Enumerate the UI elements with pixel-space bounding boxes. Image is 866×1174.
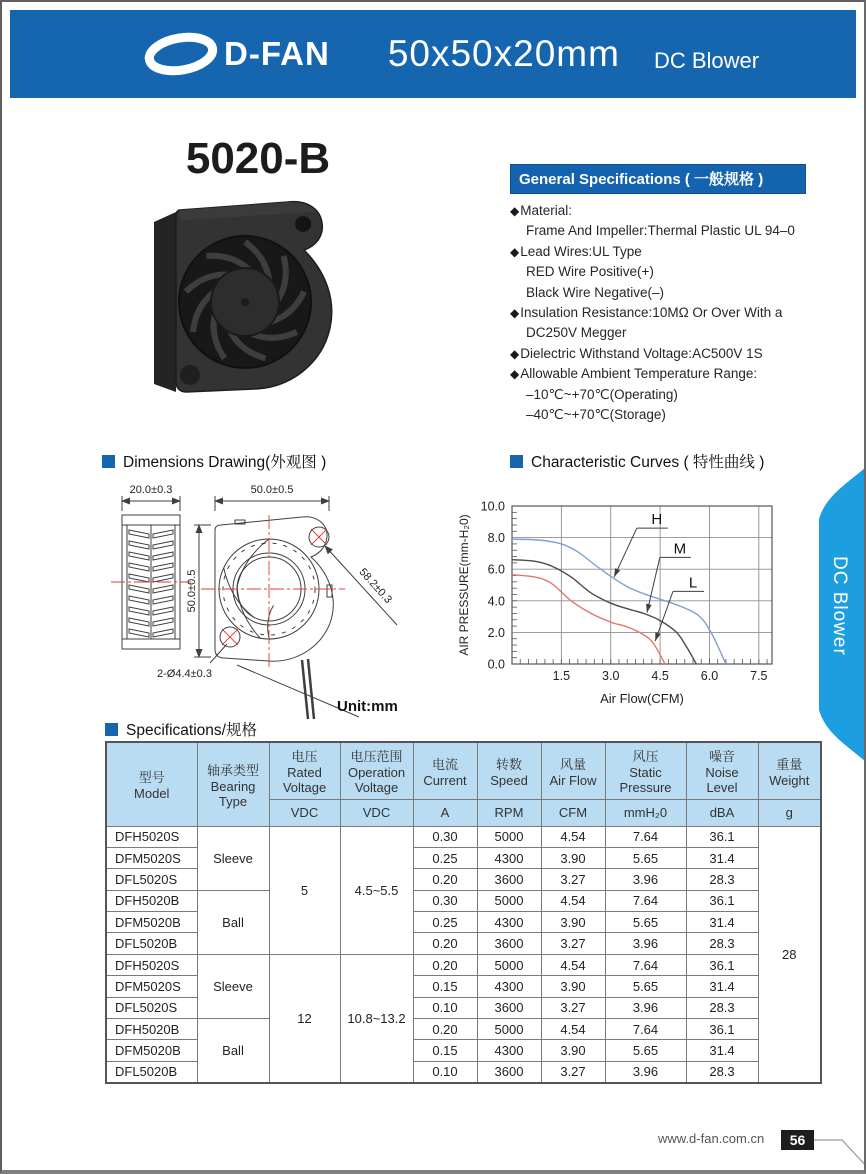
- table-cell: 3600: [477, 997, 541, 1018]
- table-cell: 3.90: [541, 976, 605, 997]
- col-unit: RPM: [477, 799, 541, 826]
- table-row: [106, 890, 821, 911]
- spec-line-text: DC250V Megger: [526, 325, 627, 341]
- table-cell: 0.20: [413, 954, 477, 975]
- spec-line: [510, 303, 806, 323]
- spec-line: [510, 344, 806, 364]
- table-cell: 3.90: [541, 912, 605, 933]
- table-cell: 4300: [477, 1040, 541, 1061]
- page-header: [10, 10, 856, 98]
- x-tick-label: 4.5: [651, 669, 669, 683]
- brand-name: D-FAN: [224, 35, 330, 72]
- table-cell: 0.30: [413, 890, 477, 911]
- table-cell: 3.96: [605, 997, 686, 1018]
- table-cell: 3.27: [541, 869, 605, 890]
- general-specs-panel: [510, 164, 806, 425]
- table-cell: DFL5020B: [106, 1061, 197, 1082]
- bearing-cell: Ball: [197, 1019, 269, 1083]
- table-cell: 5000: [477, 1019, 541, 1040]
- product-type: DC Blower: [653, 48, 760, 73]
- spec-table-wrap: [105, 741, 822, 1084]
- table-cell: 31.4: [686, 912, 758, 933]
- spec-line-text: RED Wire Positive(+): [526, 264, 654, 280]
- general-specs-list: [510, 201, 806, 425]
- x-tick-label: 6.0: [700, 669, 719, 683]
- product-image: [140, 190, 352, 412]
- table-cell: DFL5020S: [106, 997, 197, 1018]
- y-tick-label: 0.0: [487, 657, 505, 672]
- table-cell: 7.64: [605, 954, 686, 975]
- bearing-cell: Sleeve: [197, 954, 269, 1018]
- y-tick-label: 8.0: [487, 531, 505, 546]
- table-cell: 4.54: [541, 1019, 605, 1040]
- spec-line: [510, 405, 806, 425]
- curve-label-H: H: [651, 511, 663, 529]
- section-square-icon: [510, 455, 523, 468]
- spec-line-text: Allowable Ambient Temperature Range:: [520, 366, 758, 382]
- table-cell: 3.96: [605, 869, 686, 890]
- website-text: www.d-fan.com.cn: [658, 1131, 765, 1146]
- table-section-title: Specifications/规格: [126, 722, 257, 739]
- diamond-bullet-icon: ◆: [510, 244, 520, 259]
- table-cell: 0.10: [413, 1061, 477, 1082]
- table-cell: 31.4: [686, 976, 758, 997]
- side-tab-label: DC Blower: [829, 556, 850, 656]
- footer-decoration-lines: [814, 1130, 866, 1174]
- x-tick-label: 7.5: [750, 669, 768, 683]
- dim-holes-label: 2-Ø4.4±0.3: [157, 668, 212, 680]
- spec-line-text: –10℃~+70℃(Operating): [526, 386, 678, 402]
- curve-H: [512, 539, 726, 664]
- table-cell: DFM5020B: [106, 1040, 197, 1061]
- col-unit: mmH₂0: [605, 799, 686, 826]
- spec-line-text: Frame And Impeller:Thermal Plastic UL 94–0: [526, 223, 795, 239]
- bearing-cell: Sleeve: [197, 826, 269, 890]
- curve-label-L: L: [688, 574, 698, 592]
- spec-line-text: Dielectric Withstand Voltage:AC500V 1S: [520, 345, 763, 361]
- x-tick-label: 1.5: [552, 669, 571, 683]
- brand-logo: [138, 27, 330, 81]
- table-cell: 0.10: [413, 997, 477, 1018]
- table-cell: 36.1: [686, 1019, 758, 1040]
- table-cell: 36.1: [686, 826, 758, 847]
- col-unit: CFM: [541, 799, 605, 826]
- table-cell: 5000: [477, 826, 541, 847]
- col-header: 电压 Rated Voltage: [269, 742, 340, 799]
- y-tick-label: 2.0: [487, 625, 505, 640]
- table-cell: DFL5020B: [106, 933, 197, 954]
- col-header: 转数 Speed: [477, 742, 541, 799]
- op-voltage-cell: 10.8~13.2: [340, 954, 413, 1082]
- table-cell: 28.3: [686, 869, 758, 890]
- dim-depth-label: 20.0±0.3: [129, 484, 173, 496]
- table-cell: 31.4: [686, 1040, 758, 1061]
- table-cell: 4300: [477, 847, 541, 868]
- table-cell: 0.15: [413, 1040, 477, 1061]
- col-header: 噪音 Noise Level: [686, 742, 758, 799]
- table-cell: 7.64: [605, 1019, 686, 1040]
- col-unit: A: [413, 799, 477, 826]
- col-header: 风量 Air Flow: [541, 742, 605, 799]
- table-cell: 28.3: [686, 933, 758, 954]
- table-cell: 4300: [477, 912, 541, 933]
- curve-L: [512, 575, 665, 664]
- section-square-icon: [102, 455, 115, 468]
- table-cell: 5000: [477, 890, 541, 911]
- table-cell: 0.20: [413, 869, 477, 890]
- diamond-bullet-icon: ◆: [510, 346, 520, 361]
- curve-M: [512, 560, 696, 664]
- table-cell: 5.65: [605, 847, 686, 868]
- chart-y-axis-label: AIR PRESSURE(mm-H₂0): [457, 514, 471, 656]
- table-cell: 4300: [477, 976, 541, 997]
- table-cell: 36.1: [686, 954, 758, 975]
- spec-table: [105, 741, 822, 1084]
- table-cell: 28.3: [686, 997, 758, 1018]
- curves-section-header: [510, 450, 764, 472]
- col-header: 电流 Current: [413, 742, 477, 799]
- table-cell: 3.90: [541, 1040, 605, 1061]
- table-cell: 5.65: [605, 912, 686, 933]
- general-specs-title: General Specifications ( 一般规格 ): [510, 164, 806, 194]
- col-unit: VDC: [269, 799, 340, 826]
- table-cell: 4.54: [541, 954, 605, 975]
- col-unit: g: [758, 799, 821, 826]
- col-header: 轴承类型 Bearing Type: [197, 742, 269, 826]
- table-cell: 3.90: [541, 847, 605, 868]
- spec-line: [510, 283, 806, 303]
- spec-line: [510, 242, 806, 262]
- spec-line-text: –40℃~+70℃(Storage): [526, 407, 666, 423]
- y-tick-label: 6.0: [487, 562, 505, 577]
- col-header: 风压 Static Pressure: [605, 742, 686, 799]
- col-header: 重量 Weight: [758, 742, 821, 799]
- table-cell: 5.65: [605, 1040, 686, 1061]
- bearing-cell: Ball: [197, 890, 269, 954]
- table-cell: 4.54: [541, 826, 605, 847]
- col-unit: VDC: [340, 799, 413, 826]
- dim-diagonal-label: 58.2±0.3: [356, 566, 394, 606]
- chart-x-axis-label: Air Flow(CFM): [600, 691, 684, 706]
- dims-section-title: Dimensions Drawing(外观图 ): [123, 454, 327, 471]
- table-row: [106, 954, 821, 975]
- diamond-bullet-icon: ◆: [510, 204, 520, 218]
- spec-line: [510, 201, 806, 221]
- side-tab: [814, 467, 866, 762]
- y-tick-label: 10.0: [480, 499, 505, 514]
- model-title: 5020-B: [185, 134, 331, 183]
- spec-line-text: Black Wire Negative(–): [526, 284, 665, 300]
- table-cell: 0.25: [413, 912, 477, 933]
- table-cell: 7.64: [605, 890, 686, 911]
- col-unit: dBA: [686, 799, 758, 826]
- col-header: 电压范围 Operation Voltage: [340, 742, 413, 799]
- spec-line: [510, 385, 806, 405]
- dim-unit-label: Unit:mm: [337, 698, 398, 715]
- table-cell: 3.27: [541, 933, 605, 954]
- table-cell: DFH5020S: [106, 954, 197, 975]
- spec-line: [510, 323, 806, 343]
- diamond-bullet-icon: ◆: [510, 367, 520, 382]
- spec-line: [510, 262, 806, 282]
- spec-line: [510, 221, 806, 241]
- table-cell: 3.27: [541, 1061, 605, 1082]
- dim-height-label: 50.0±0.5: [186, 569, 198, 613]
- table-cell: 3.27: [541, 997, 605, 1018]
- voltage-cell: 5: [269, 826, 340, 954]
- table-cell: 4.54: [541, 890, 605, 911]
- fan-swirl-icon: [138, 27, 220, 81]
- table-cell: 0.20: [413, 933, 477, 954]
- table-cell: 0.30: [413, 826, 477, 847]
- table-cell: DFH5020B: [106, 1019, 197, 1040]
- spec-line-text: Insulation Resistance:10MΩ Or Over With a: [520, 305, 783, 321]
- weight-cell: 28: [758, 826, 821, 1083]
- table-cell: 7.64: [605, 826, 686, 847]
- op-voltage-cell: 4.5~5.5: [340, 826, 413, 954]
- table-cell: 3.96: [605, 933, 686, 954]
- y-tick-label: 4.0: [487, 594, 505, 609]
- x-tick-label: 3.0: [602, 669, 620, 683]
- table-row: [106, 826, 821, 847]
- table-cell: 5000: [477, 954, 541, 975]
- table-cell: DFH5020B: [106, 890, 197, 911]
- curves-section-title: Characteristic Curves ( 特性曲线 ): [531, 454, 765, 471]
- table-cell: 3.96: [605, 1061, 686, 1082]
- table-cell: DFL5020S: [106, 869, 197, 890]
- curve-label-M: M: [673, 540, 687, 558]
- col-header: 型号 Model: [106, 742, 197, 826]
- table-cell: DFM5020S: [106, 976, 197, 997]
- table-cell: 3600: [477, 869, 541, 890]
- table-cell: 36.1: [686, 890, 758, 911]
- voltage-cell: 12: [269, 954, 340, 1082]
- table-cell: 3600: [477, 933, 541, 954]
- spec-line-text: Lead Wires:UL Type: [520, 243, 642, 259]
- table-row: [106, 1019, 821, 1040]
- product-size: 50x50x20mm: [387, 33, 620, 74]
- page-number-badge: 56: [781, 1130, 814, 1150]
- table-cell: DFM5020S: [106, 847, 197, 868]
- table-cell: 0.25: [413, 847, 477, 868]
- table-cell: DFM5020B: [106, 912, 197, 933]
- table-cell: 31.4: [686, 847, 758, 868]
- spec-line-text: Material:: [520, 203, 572, 218]
- characteristic-curves-chart: [454, 490, 804, 715]
- table-cell: 0.15: [413, 976, 477, 997]
- dim-width-label: 50.0±0.5: [250, 484, 294, 496]
- dimensions-drawing: [97, 467, 462, 722]
- table-cell: 0.20: [413, 1019, 477, 1040]
- diamond-bullet-icon: ◆: [510, 306, 520, 321]
- spec-line: [510, 364, 806, 384]
- table-cell: 3600: [477, 1061, 541, 1082]
- table-cell: 28.3: [686, 1061, 758, 1082]
- table-cell: DFH5020S: [106, 826, 197, 847]
- section-square-icon: [105, 723, 118, 736]
- table-cell: 5.65: [605, 976, 686, 997]
